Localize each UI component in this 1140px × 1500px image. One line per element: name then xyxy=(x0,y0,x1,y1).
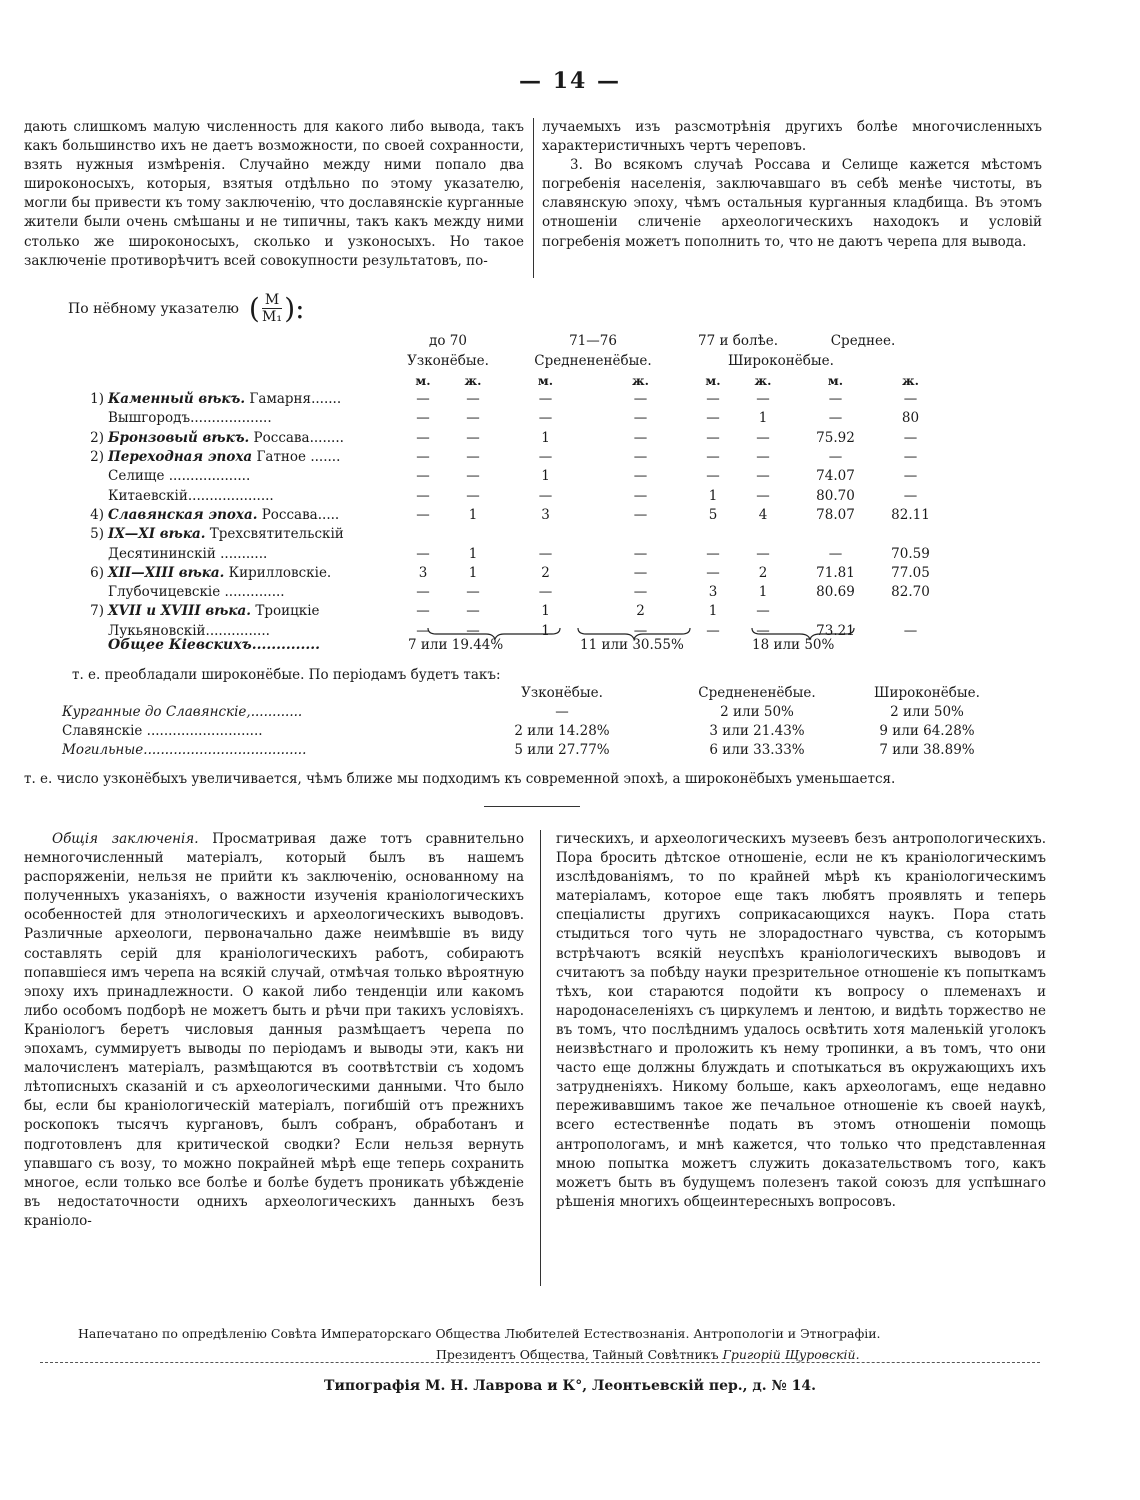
summary-value-medium: 11 или 30.55% xyxy=(580,637,684,653)
row-epoch: XVII и XVIII вѣка. xyxy=(108,603,252,620)
row-number: 5) xyxy=(90,526,104,543)
row-epoch: Бронзовый вѣкъ. xyxy=(108,429,250,446)
period-value: — xyxy=(555,703,569,720)
cell-value: — xyxy=(416,506,430,523)
cell-value: — xyxy=(706,449,720,466)
summary-label: Общее Кіевскихъ.............. xyxy=(108,637,320,653)
cell-value: 74.07 xyxy=(816,468,855,485)
footer-imprimatur: Напечатано по опредѣленію Совѣта Императорскаго Общества Любителей Естествознанія. Антропологіи и Этнографіи. xyxy=(78,1326,881,1341)
periods-table xyxy=(62,683,1012,759)
cell-value: 70.59 xyxy=(891,545,930,562)
index-formula: ( $\frac{M}{\text{M₁}}$ ): xyxy=(248,292,305,325)
cell-value: — xyxy=(706,391,720,408)
cell-value: — xyxy=(706,564,720,581)
cell-value: — xyxy=(633,584,648,601)
row-place: Селище ................... xyxy=(108,468,251,485)
period-value: 9 или 64.28% xyxy=(879,722,975,739)
row-epoch: XII—XIII вѣка. xyxy=(108,564,225,581)
cell-value: 4 xyxy=(758,506,768,523)
summary-value-narrow: 7 или 19.44% xyxy=(408,637,504,653)
cell-value: — xyxy=(416,545,430,562)
cell-value: 3 xyxy=(418,564,428,581)
cell-value: — xyxy=(706,622,720,639)
row-place: Россава..... xyxy=(261,506,340,523)
cell-value: — xyxy=(756,429,770,446)
cell-value: 5 xyxy=(708,506,718,523)
sex-header: м. xyxy=(827,372,844,388)
sex-header: м. xyxy=(415,372,431,388)
cell-value: 1 xyxy=(541,622,550,639)
cell-value: — xyxy=(903,622,918,639)
footer-rule xyxy=(40,1362,1040,1363)
periods-row xyxy=(62,702,1012,721)
cell-value: — xyxy=(756,545,770,562)
periods-header: Широконёбые. xyxy=(874,684,980,701)
cell-value: 73.21 xyxy=(816,622,855,639)
cell-value: 71.81 xyxy=(816,564,855,581)
sex-header: м. xyxy=(537,372,554,388)
row-epoch: IX—XI вѣка. xyxy=(108,526,206,543)
cell-value: — xyxy=(416,410,430,427)
cell-value: — xyxy=(416,468,430,485)
row-place: Вышгородъ................... xyxy=(108,410,272,427)
cell-value: 1 xyxy=(708,487,718,504)
cell-value: — xyxy=(538,449,553,466)
periods-row xyxy=(62,721,1012,740)
index-label-text: По нёбному указателю xyxy=(68,300,239,317)
row-number: 4) xyxy=(90,506,104,523)
cell-value: — xyxy=(756,449,770,466)
row-number: 2) xyxy=(90,429,104,446)
type-header-3: Широконёбые. xyxy=(728,352,834,369)
general-right-text: гическихъ, и археологическихъ музеевъ безъ антропологическихъ. Пора бросить дѣтское отношеніе, если не къ краніологическимъ изслѣдованіямъ, то по крайней мѣрѣ къ краніологическимъ матеріаламъ, которое еще такъ любятъ проявлять и теперь спеціалисты другихъ соприкасающихся наукъ. Пора стать стыдиться того чуть не злорадостнаго чувства, съ которымъ встрѣчаютъ всякій неуспѣхъ краніологическихъ выводовъ и считаютъ за побѣду науки презрительное отношеніе къ попыткамъ тѣхъ, кои стараются подойти къ вопросу о племенахъ и народонаселеніяхъ съ циркулемъ и лентою, и видѣть торжество не въ томъ, что послѣднимъ удалось освѣтить хотя маленькій уголокъ неизвѣстнаго и проложить къ нему тропинки, а въ томъ, что они часто еще должны блуждать и спотыкаться въ окружающихъ ихъ затрудненіяхъ. Никому больше, какъ археологамъ, еще недавно переживавшимъ такое же печальное отношеніе къ своей наукѣ, всего естественнѣе подать въ этомъ отношеніи помощь антропологамъ, и мнѣ кажется, что только что представленная мною попытка можетъ служить доказательствомъ того, какъ можетъ быть въ будущемъ полезенъ такой союзъ для успѣшнаго рѣшенія многихъ общеинтересныхъ вопросовъ. xyxy=(556,831,1046,1210)
cell-value: — xyxy=(633,545,648,562)
cell-value: 1 xyxy=(468,564,478,581)
cell-value: — xyxy=(416,487,430,504)
period-value: 2 или 50% xyxy=(890,703,964,720)
cell-value: — xyxy=(416,622,430,639)
cell-value: — xyxy=(756,487,770,504)
general-left-column xyxy=(24,830,524,1231)
row-number: 6) xyxy=(90,564,104,581)
group-header-1: до 70 xyxy=(429,333,467,350)
row-epoch: Каменный вѣкъ. xyxy=(108,391,246,408)
row-place: Россава........ xyxy=(253,429,344,446)
row-place: Кирилловскіе. xyxy=(228,564,332,581)
cell-value: — xyxy=(466,410,480,427)
group-header-2: 71—76 xyxy=(569,333,617,350)
cell-value: 1 xyxy=(758,410,768,427)
cell-value: 3 xyxy=(541,506,550,523)
cell-value: — xyxy=(756,468,770,485)
footer-president-name: Григорій Щуровскій. xyxy=(722,1347,860,1362)
cell-value: — xyxy=(903,449,918,466)
cell-value: — xyxy=(706,429,720,446)
cell-value: — xyxy=(756,603,770,620)
cell-value: 1 xyxy=(541,468,550,485)
cell-value: — xyxy=(538,584,553,601)
cell-value: 2 xyxy=(636,603,645,620)
cell-value: — xyxy=(466,391,480,408)
footer-president-title: Президентъ Общества, Тайный Совѣтникъ xyxy=(436,1347,719,1362)
periods-header-row xyxy=(62,683,1012,702)
row-number: 7) xyxy=(90,603,104,620)
cell-value: 75.92 xyxy=(816,429,855,446)
cell-value: 82.11 xyxy=(891,506,930,523)
periods-conclusion: т. е. число узконёбыхъ увеличивается, чѣмъ ближе мы подходимъ къ современной эпохѣ, а широконёбыхъ уменьшается. xyxy=(24,771,896,787)
row-place: Китаевскій.................... xyxy=(108,487,274,504)
type-header-2: Среднененёбые. xyxy=(534,352,652,369)
row-place: Лукьяновскій............... xyxy=(108,622,270,639)
cell-value: — xyxy=(538,545,553,562)
cell-value: — xyxy=(633,506,648,523)
cell-value: — xyxy=(466,449,480,466)
section-rule xyxy=(484,806,580,807)
row-number: 1) xyxy=(90,391,104,408)
periods-intro: т. е. преобладали широконёбые. По періодамъ будетъ такъ: xyxy=(72,667,501,683)
top-right-paragraph-2: 3. Во всякомъ случаѣ Россава и Селище кажется мѣстомъ погребенія населенія, заключавшаго въ себѣ менѣе чистоты, въ славянскую эпоху, чѣмъ остальныя курганныя кладбища. Въ этомъ отношеніи сличеніе археологическихъ находокъ и условій погребенія можетъ пополнить то, что не даютъ черепа для вывода. xyxy=(542,157,1042,250)
period-value: 5 или 27.77% xyxy=(514,741,610,758)
sex-header: м. xyxy=(705,372,721,388)
cell-value: — xyxy=(416,391,430,408)
group-header-4: Среднее. xyxy=(830,333,896,350)
cell-value: — xyxy=(828,391,843,408)
period-label: Славянскіе ........................... xyxy=(62,722,263,739)
cell-value: — xyxy=(633,429,648,446)
cell-value: 3 xyxy=(708,584,718,601)
top-right-paragraph-1: лучаемыхъ изъ разсмотрѣнія другихъ болѣе многочисленныхъ характеристичныхъ чертъ череповъ. xyxy=(542,119,1042,155)
cell-value: — xyxy=(756,622,770,639)
row-number: 2) xyxy=(90,449,104,466)
cell-value: — xyxy=(416,449,430,466)
page-number: — 14 — xyxy=(519,68,621,94)
cell-value: — xyxy=(706,410,720,427)
row-place: Десятининскій ........... xyxy=(108,545,268,562)
cell-value: 80 xyxy=(901,410,920,427)
footer-president xyxy=(436,1347,860,1362)
cell-value: 80.70 xyxy=(816,487,855,504)
cell-value: — xyxy=(633,410,648,427)
period-label: Курганные до Славянскіе,............ xyxy=(62,703,303,720)
periods-body xyxy=(62,702,1012,759)
cell-value: 1 xyxy=(468,545,478,562)
cell-value: — xyxy=(633,487,648,504)
cell-value: — xyxy=(466,584,480,601)
cell-value: 2 xyxy=(758,564,768,581)
cell-value: — xyxy=(903,487,918,504)
cell-value: — xyxy=(466,468,480,485)
cell-value: 1 xyxy=(541,429,550,446)
cell-value: 80.69 xyxy=(816,584,855,601)
top-left-paragraph: дають слишкомъ малую численность для какого либо вывода, такъ какъ большинство ихъ не даетъ возможности, по своей сохранности, взять нужныя измѣренія. Случайно между ними попало два широконосыхъ, которыя, взятыя отдѣльно по этому указателю, могли бы привести къ тому заключенію, что дославянскіе курганные жители были очень смѣшаны и не типичны, такъ какъ между ними столько же широконосыхъ, сколько и узконосыхъ. Но такое заключеніе противорѣчитъ всей совокупности результатовъ, по- xyxy=(24,119,524,269)
period-value: 6 или 33.33% xyxy=(709,741,805,758)
cell-value: — xyxy=(828,449,843,466)
cell-value: 1 xyxy=(468,506,478,523)
row-place: Глубочицевскіе .............. xyxy=(108,584,285,601)
periods-header: Узконёбые. xyxy=(521,684,603,701)
cell-value: 1 xyxy=(541,603,550,620)
cell-value: 1 xyxy=(708,603,718,620)
cell-value: — xyxy=(706,468,720,485)
cell-value: — xyxy=(416,603,430,620)
type-header-1: Узконёбые. xyxy=(407,352,489,369)
cell-value: — xyxy=(466,487,480,504)
general-left-text: Просматривая даже тотъ сравнительно немногочисленный матеріалъ, который былъ въ нашемъ распоряженіи, нельзя не прийти къ заключенію, основанному на полученныхъ указаніяхъ, о важности изученія краніологическихъ особенностей для этнологическихъ и археологическихъ выводовъ. Различные археологи, первоначально даже неимѣвшіе въ виду составлять серій для краніологическихъ работъ, собираютъ попавшіеся имъ черепа на всякій случай, отмѣчая только вѣроятную эпоху ихъ принадлежности. О какой либо тенденціи или какомъ либо особомъ подборѣ не можетъ быть и рѣчи при такихъ условіяхъ. Краніологъ беретъ числовыя данныя размѣщаетъ черепа по эпохамъ, суммируетъ выводы по періодамъ и выводы эти, какъ ни малочисленъ матеріалъ, размѣщаются въ соотвѣтствіи съ ходомъ лѣтописныхъ сказаній и съ археологическими данными. Что было бы, если бы краніологическій матеріалъ, погибшій отъ прежнихъ роскопокъ тысячъ кургановъ, былъ собранъ, обработанъ и подготовленъ для критической сводки? Если нельзя вернуть упавшаго съ возу, то можно покрайней мѣрѣ еще теперь сохранить многое, если только все болѣе и болѣе будетъ проникать убѣжденіе въ недостаточности однихъ археологическихъ данныхъ безъ краніоло- xyxy=(24,831,524,1229)
cell-value: — xyxy=(903,429,918,446)
period-value: 2 или 14.28% xyxy=(514,722,610,739)
cell-value: — xyxy=(538,487,553,504)
cell-value: — xyxy=(828,545,843,562)
cell-value: — xyxy=(538,391,553,408)
row-place: Гамарня....... xyxy=(249,391,342,408)
cell-value: — xyxy=(706,545,720,562)
cell-value: — xyxy=(828,410,843,427)
cell-value: — xyxy=(903,468,918,485)
summary-value-wide: 18 или 50% xyxy=(752,637,835,653)
cell-value: 1 xyxy=(758,584,768,601)
sex-header: ж. xyxy=(464,372,482,388)
cell-value: — xyxy=(416,584,430,601)
cell-value: — xyxy=(416,429,430,446)
column-divider-bottom xyxy=(540,830,541,1286)
cell-value: — xyxy=(633,564,648,581)
cell-value: 2 xyxy=(541,564,550,581)
sex-header: ж. xyxy=(632,372,649,388)
sex-header: ж. xyxy=(754,372,772,388)
cell-value: — xyxy=(903,391,918,408)
row-place: Трехсвятительскій xyxy=(209,526,344,543)
period-value: 7 или 38.89% xyxy=(879,741,975,758)
sex-header: ж. xyxy=(902,372,919,388)
period-value: 3 или 21.43% xyxy=(709,722,805,739)
cell-value: — xyxy=(466,603,480,620)
period-value: 2 или 50% xyxy=(720,703,794,720)
row-epoch: Славянская эпоха. xyxy=(108,506,258,523)
index-denominator: M₁ xyxy=(262,309,282,325)
group-header-3: 77 и болѣе. xyxy=(697,333,778,350)
general-right-column xyxy=(556,830,1046,1212)
index-numerator: M xyxy=(262,292,282,309)
row-epoch: Переходная эпоха xyxy=(108,449,253,466)
cell-value: — xyxy=(633,622,648,639)
cell-value: 78.07 xyxy=(816,506,855,523)
cell-value: — xyxy=(633,468,648,485)
cell-value: — xyxy=(538,410,553,427)
cell-value: — xyxy=(756,391,770,408)
cell-value: — xyxy=(633,449,648,466)
general-title: Общія заключенія. xyxy=(52,831,199,847)
cell-value: — xyxy=(633,391,648,408)
row-place: Троицкіе xyxy=(255,603,320,620)
period-label: Могильные...................................... xyxy=(62,741,307,758)
cell-value: 77.05 xyxy=(891,564,930,581)
footer-printer: Типографія М. Н. Лаврова и К°, Леонтьевскій пер., д. № 14. xyxy=(324,1378,816,1394)
periods-row xyxy=(62,740,1012,759)
cell-value: — xyxy=(466,429,480,446)
cell-value: — xyxy=(466,622,480,639)
cell-value: 82.70 xyxy=(891,584,930,601)
row-place: Гатное ....... xyxy=(256,449,341,466)
periods-header: Среднененёбые. xyxy=(698,684,816,701)
